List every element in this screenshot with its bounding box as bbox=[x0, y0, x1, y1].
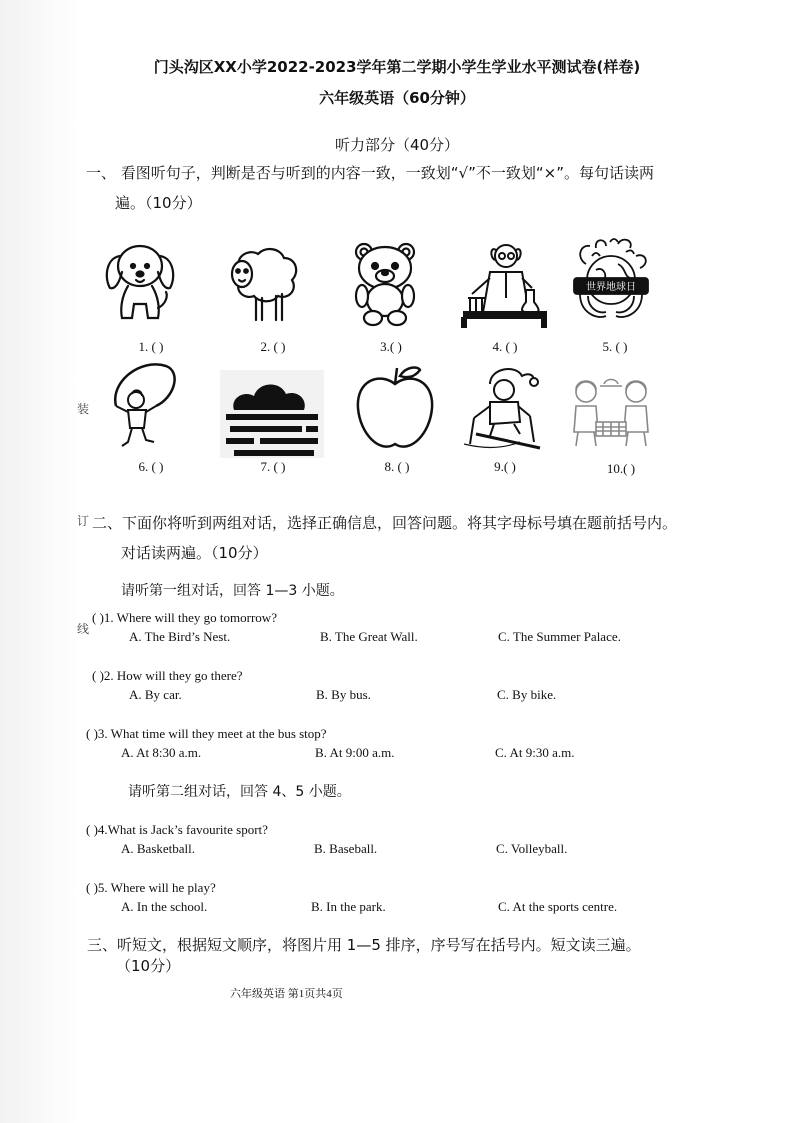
section2-instruction-cont: 对话读两遍。（10分） bbox=[121, 544, 268, 562]
item-label-2: 2. ( ) bbox=[260, 339, 286, 354]
question-3-option-c: C. At 9:30 a.m. bbox=[495, 745, 575, 760]
binding-mark-3: 线 bbox=[77, 622, 90, 636]
playing-chess-icon bbox=[566, 366, 656, 456]
question-4-option-b: B. Baseball. bbox=[314, 841, 378, 856]
earth-day-sign: 世界地球日 bbox=[586, 282, 636, 293]
question-5-stem: ( )5. Where will he play? bbox=[86, 880, 216, 895]
exam-title: 门头沟区XX小学2022-2023学年第二学期小学生学业水平测试卷(样卷) bbox=[153, 58, 641, 76]
scientist-icon bbox=[460, 238, 550, 328]
question-1-stem: ( )1. Where will they go tomorrow? bbox=[92, 610, 277, 625]
part-heading: 听力部分（40分） bbox=[334, 136, 460, 154]
question-3-option-a: A. At 8:30 a.m. bbox=[121, 745, 202, 760]
question-2-stem: ( )2. How will they go there? bbox=[92, 668, 243, 683]
section1-instruction: 一、 看图听句子，判断是否与听到的内容一致，一致划“√”不一致划“×”。每句话读两 bbox=[86, 164, 654, 182]
binding-margin bbox=[0, 0, 78, 1123]
question-3-option-b: B. At 9:00 a.m. bbox=[315, 745, 395, 760]
item-label-5: 5. ( ) bbox=[602, 339, 628, 354]
section1-instruction-cont: 遍。（10分） bbox=[115, 194, 202, 212]
question-3-stem: ( )3. What time will they meet at the bus stop? bbox=[86, 726, 327, 741]
binding-mark-1: 装 bbox=[77, 402, 90, 416]
item-label-3: 3.( ) bbox=[380, 339, 402, 354]
group1-heading: 请听第一组对话，回答 1—3 小题。 bbox=[121, 583, 344, 599]
item-label-10: 10.( ) bbox=[606, 461, 636, 476]
section2-instruction: 二、下面你将听到两组对话，选择正确信息，回答问题。将其字母标号填在题前括号内。 bbox=[92, 514, 678, 532]
dog-icon bbox=[96, 238, 186, 328]
question-1-option-c: C. The Summer Palace. bbox=[498, 629, 621, 644]
question-4-stem: ( )4.What is Jack’s favourite sport? bbox=[86, 822, 268, 837]
section3-instruction-cont: （10分） bbox=[116, 957, 181, 975]
teddy-bear-icon bbox=[340, 238, 430, 328]
question-4-option-a: A. Basketball. bbox=[121, 841, 196, 856]
question-5-option-c: C. At the sports centre. bbox=[498, 899, 618, 914]
question-1-option-a: A. The Bird’s Nest. bbox=[129, 629, 231, 644]
section3-instruction: 三、听短文，根据短文顺序，将图片用 1—5 排序，序号写在括号内。短文读三遍。 bbox=[87, 936, 641, 954]
exam-subtitle: 六年级英语（60分钟） bbox=[319, 89, 475, 107]
item-label-8: 8. ( ) bbox=[384, 459, 410, 474]
apple-icon bbox=[350, 362, 440, 452]
item-label-7: 7. ( ) bbox=[260, 459, 286, 474]
page-footer: 六年级英语 第1页共4页 bbox=[230, 988, 343, 1000]
sheep-icon bbox=[218, 238, 308, 328]
jump-rope-icon bbox=[96, 362, 186, 452]
item-label-9: 9.( ) bbox=[494, 459, 516, 474]
question-2-option-a: A. By car. bbox=[129, 687, 182, 702]
binding-mark-2: 订 bbox=[77, 514, 90, 528]
foggy-cloud-icon bbox=[220, 370, 324, 458]
item-label-4: 4. ( ) bbox=[492, 339, 518, 354]
question-4-option-c: C. Volleyball. bbox=[496, 841, 568, 856]
earth-day-icon bbox=[566, 234, 656, 324]
question-1-option-b: B. The Great Wall. bbox=[320, 629, 418, 644]
question-2-option-c: C. By bike. bbox=[497, 687, 557, 702]
question-5-option-b: B. In the park. bbox=[311, 899, 386, 914]
item-label-6: 6. ( ) bbox=[138, 459, 164, 474]
question-2-option-b: B. By bus. bbox=[316, 687, 371, 702]
question-5-option-a: A. In the school. bbox=[121, 899, 208, 914]
item-label-1: 1. ( ) bbox=[138, 339, 164, 354]
skiing-icon bbox=[460, 362, 550, 452]
group2-heading: 请听第二组对话，回答 4、5 小题。 bbox=[128, 784, 351, 800]
